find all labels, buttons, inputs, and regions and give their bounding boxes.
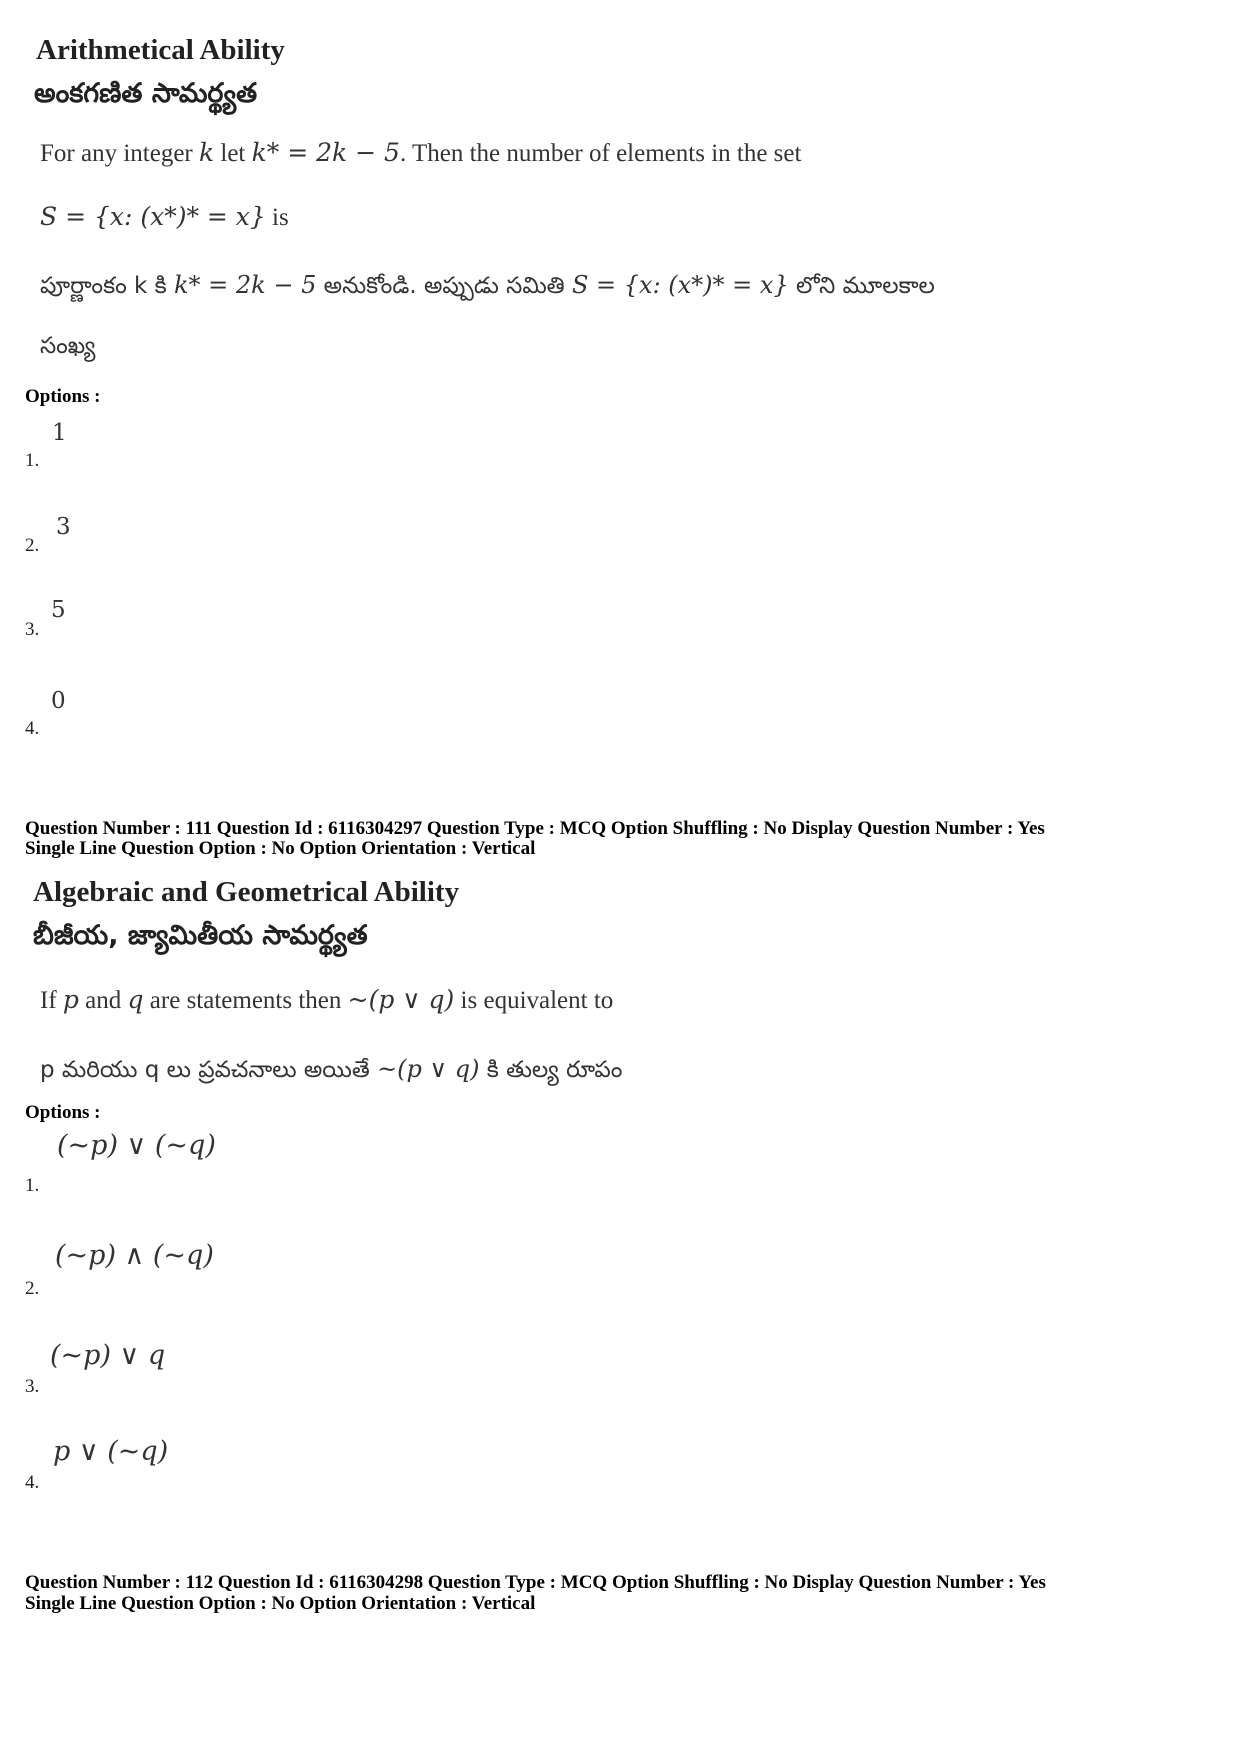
question-text-telugu-line2: సంఖ్య [40, 333, 96, 359]
math-expression-not-p-or-q: ~(p ∨ q) [347, 985, 455, 1014]
option-2-value[interactable]: (~p) ∧ (~q) [55, 1240, 214, 1271]
math-variable-k: k [198, 138, 215, 167]
question-meta-line2: Single Line Question Option : No Option Orientation : Vertical [25, 1593, 536, 1614]
section-title-arithmetical: Arithmetical Ability [36, 34, 285, 66]
option-2-number: 2. [25, 535, 40, 556]
question-text-part: If [40, 987, 63, 1014]
question-meta-line1: Question Number : 111 Question Id : 6116304297 Question Type : MCQ Option Shuffling : No Display Question Number : Yes [25, 818, 1045, 839]
question-text-part: is equivalent to [454, 987, 614, 1014]
option-4-value[interactable]: p ∨ (~q) [53, 1436, 169, 1467]
math-expression-k-star: k* = 2k − 5 [174, 271, 317, 299]
question-text-english-line1 [40, 138, 801, 168]
option-1-value[interactable]: 1 [52, 420, 67, 446]
option-2-number: 2. [25, 1278, 40, 1299]
math-variable-p: p [62, 985, 79, 1014]
option-3-value[interactable]: (~p) ∨ q [50, 1340, 166, 1371]
section-title-arithmetical-telugu: అంకగణిత సామర్థ్యత [34, 78, 258, 109]
option-1-value[interactable]: (~p) ∨ (~q) [57, 1130, 216, 1161]
question-text-part: let [214, 140, 252, 167]
option-1-number: 1. [25, 450, 40, 471]
question-meta-line1: Question Number : 112 Question Id : 6116304298 Question Type : MCQ Option Shuffling : No Display Question Number : Yes [25, 1572, 1046, 1593]
math-expression-set-s: S = {x: (x*)* = x} [571, 271, 789, 299]
math-expression-set-s: S = {x: (x*)* = x} [40, 202, 266, 231]
options-label: Options : [25, 386, 101, 407]
options-label: Options : [25, 1102, 101, 1123]
section-title-algebraic: Algebraic and Geometrical Ability [33, 876, 460, 908]
question-text-part: పూర్ణాంకం k కి [40, 273, 174, 299]
section-title-algebraic-telugu: బీజీయ, జ్యామితీయ సామర్థ్యత [33, 920, 368, 951]
question-text-telugu [40, 1055, 622, 1089]
option-4-value[interactable]: 0 [51, 688, 66, 714]
question-text-part: and [78, 987, 128, 1014]
question-text-english [40, 985, 613, 1015]
question-text-part: కి తుల్య రూపం [479, 1057, 623, 1083]
question-text-part: is [265, 204, 289, 231]
option-3-number: 3. [25, 1376, 40, 1397]
question-text-telugu-line1 [40, 271, 935, 305]
question-text-english-line2 [40, 202, 289, 232]
math-expression-k-star: k* = 2k − 5 [251, 138, 400, 167]
math-expression-not-p-or-q: ~(p ∨ q) [377, 1055, 480, 1083]
question-text-part: For any integer [40, 140, 199, 167]
math-variable-q: q [127, 985, 144, 1014]
option-3-number: 3. [25, 619, 40, 640]
question-text-part: . Then the number of elements in the set [399, 140, 802, 167]
question-meta-line2: Single Line Question Option : No Option Orientation : Vertical [25, 838, 536, 859]
option-3-value[interactable]: 5 [51, 597, 66, 623]
question-text-part: are statements then [143, 987, 348, 1014]
question-text-part: p మరియు q లు ప్రవచనాలు అయితే [40, 1057, 378, 1083]
option-1-number: 1. [25, 1175, 40, 1196]
option-2-value[interactable]: 3 [56, 514, 71, 540]
question-text-part: అనుకోండి. అప్పుడు సమితి [316, 273, 572, 299]
question-text-part: లోని మూలకాల [788, 273, 935, 299]
option-4-number: 4. [25, 1472, 40, 1493]
option-4-number: 4. [25, 718, 40, 739]
